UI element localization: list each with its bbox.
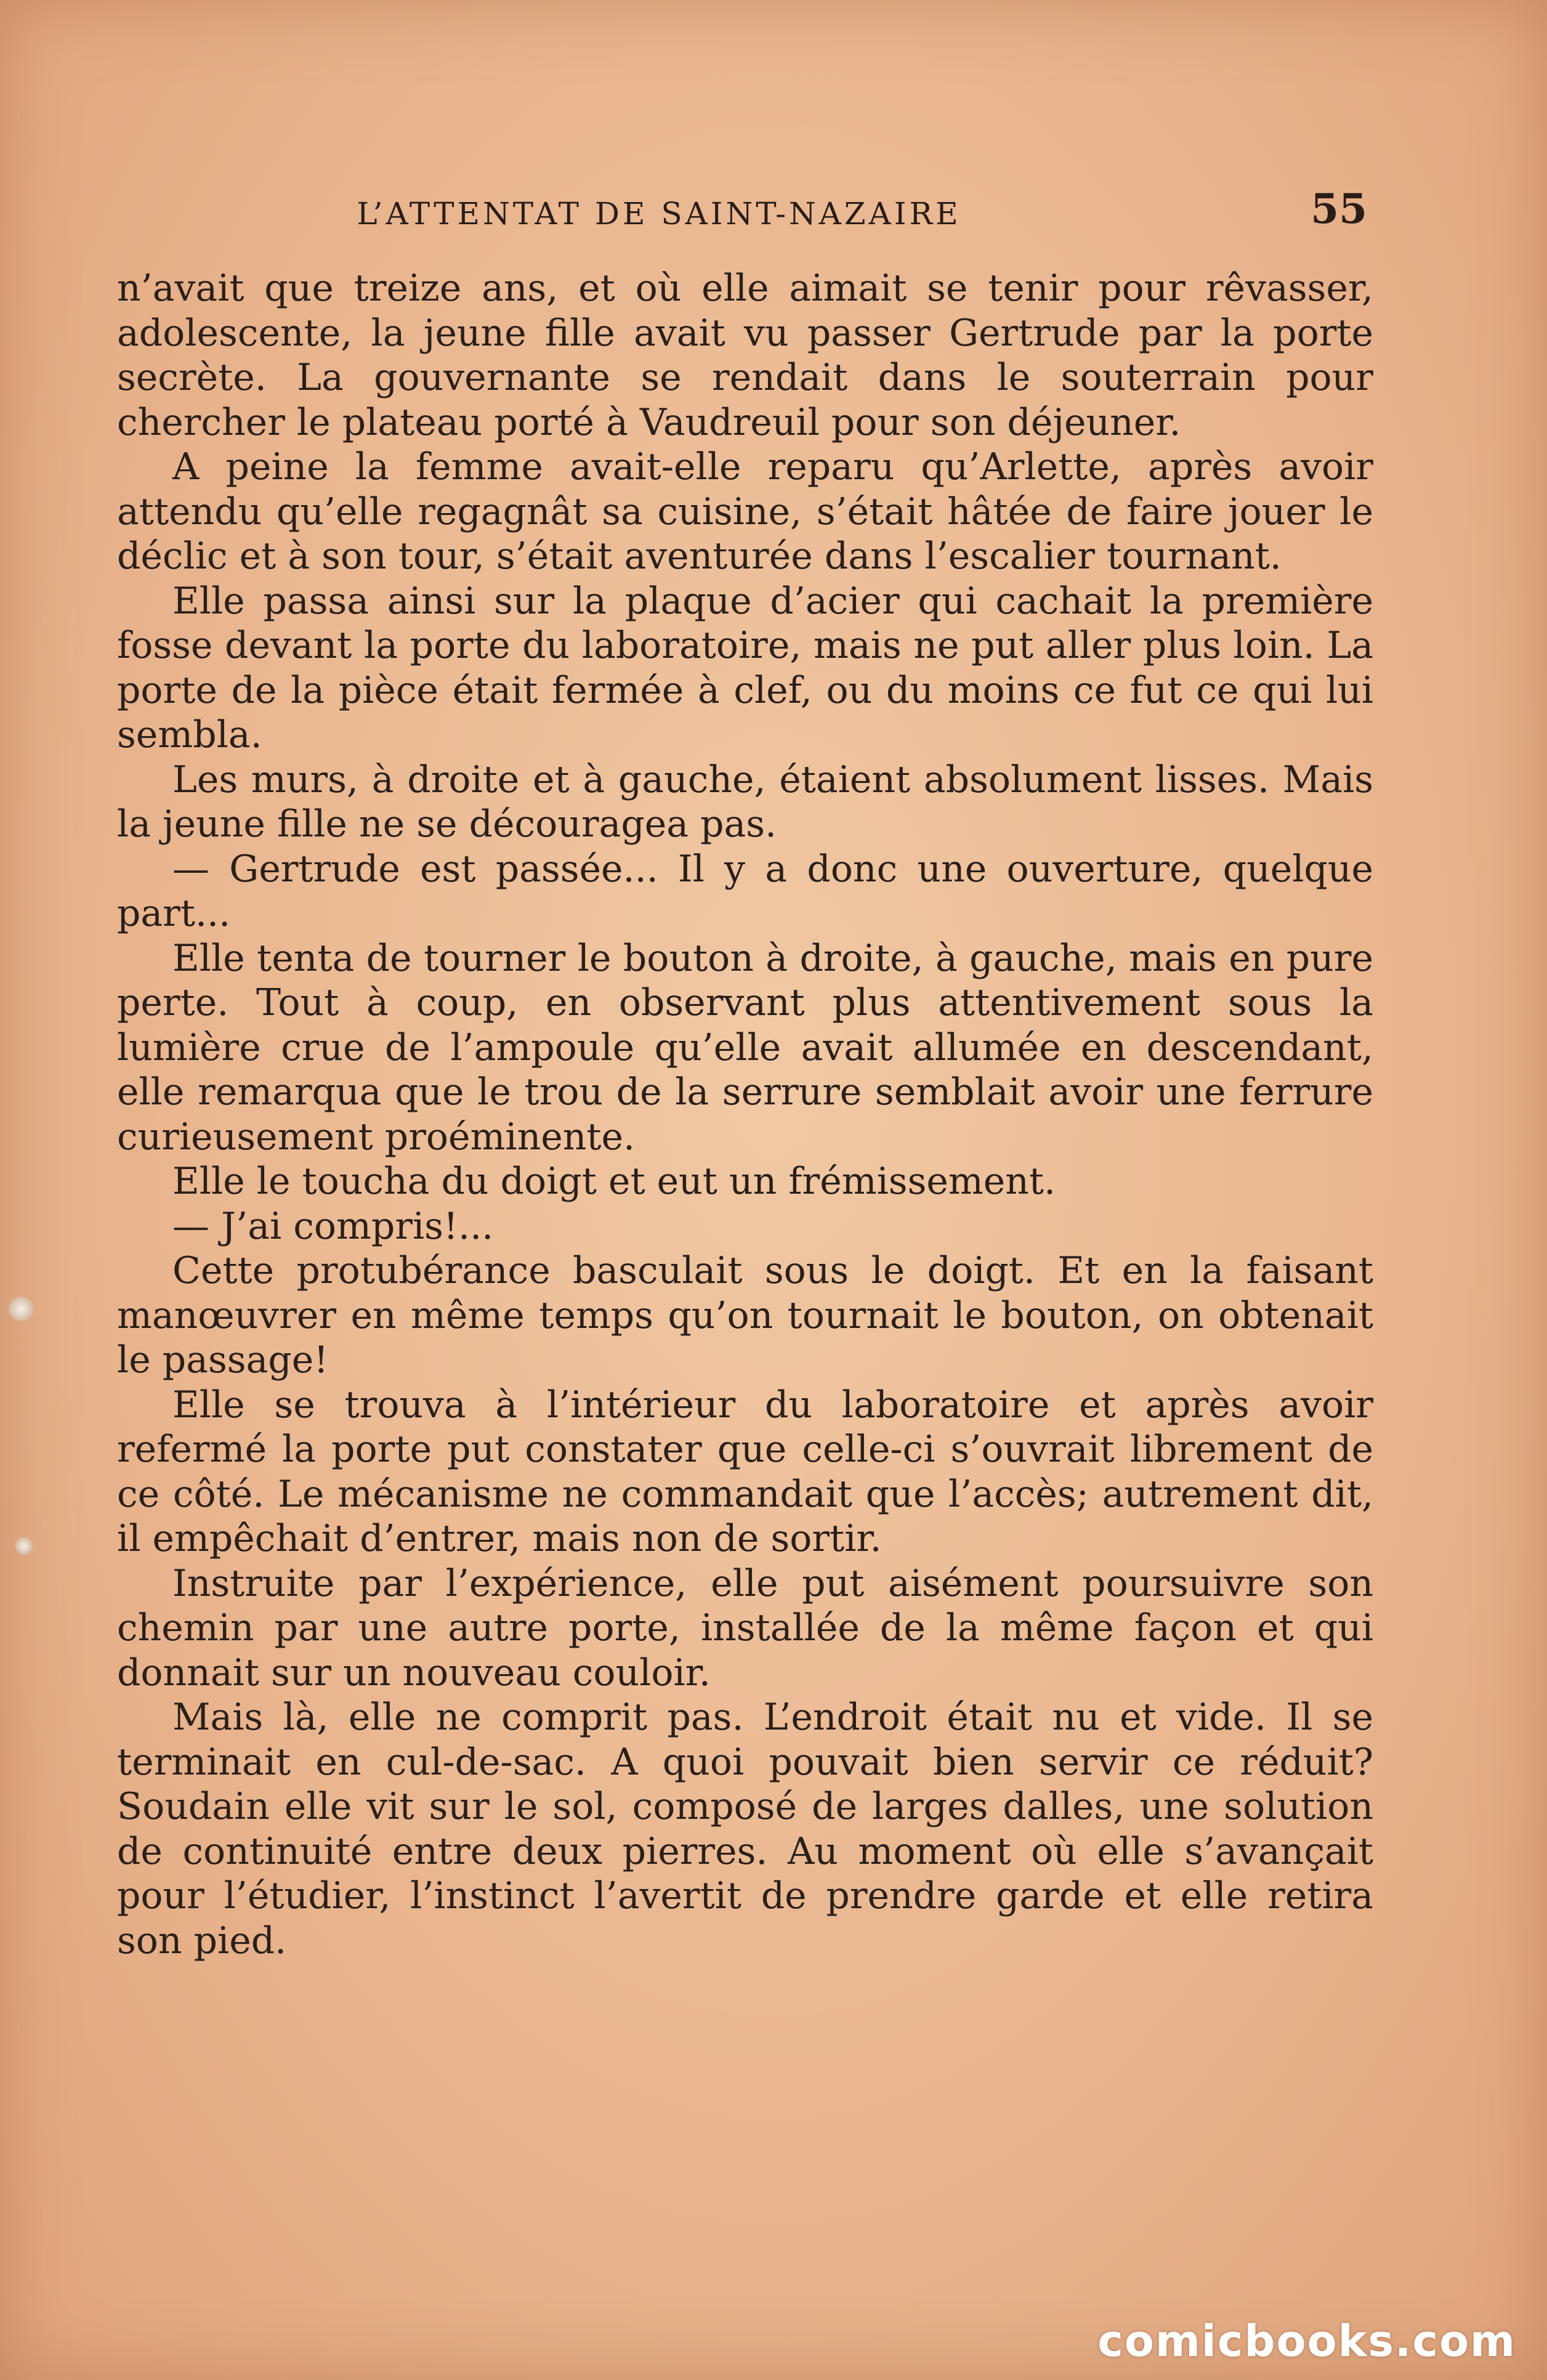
paragraph-2: A peine la femme avait-elle reparu qu’Arlette, après avoir attendu qu’elle regagnât sa cuisine, s’était hâtée de faire jouer le déclic et à son tour, s’était aventurée dans l’escalier tournant. bbox=[117, 445, 1373, 578]
paragraph-7: Elle le toucha du doigt et eut un frémissement. bbox=[172, 1160, 1056, 1203]
paragraph-9: Cette protubérance basculait sous le doigt. Et en la faisant manœuvrer en même temps qu’on tournait le bouton, on obtenait le passage! bbox=[117, 1249, 1373, 1382]
running-title: L’ATTENTAT DE SAINT-NAZAIRE bbox=[357, 196, 961, 232]
paragraph-3: Elle passa ainsi sur la plaque d’acier qui cachait la première fosse devant la porte du laboratoire, mais ne put aller plus loin. La porte de la pièce était fermée à clef, ou du moins ce fut ce qui lui sembla. bbox=[117, 579, 1373, 756]
paragraph-11: Instruite par l’expérience, elle put aisément poursuivre son chemin par une autre porte, installée de la même façon et qui donnait sur un nouveau couloir. bbox=[117, 1561, 1373, 1694]
body-text bbox=[117, 266, 1373, 1963]
paragraph-4: Les murs, à droite et à gauche, étaient absolument lisses. Mais la jeune fille ne se découragea pas. bbox=[117, 758, 1373, 846]
page-header bbox=[117, 185, 1367, 240]
paragraph-5: — Gertrude est passée... Il y a donc une ouverture, quelque part... bbox=[117, 847, 1373, 935]
page-number: 55 bbox=[1311, 185, 1367, 233]
binding-hole bbox=[7, 1297, 34, 1321]
paragraph-6: Elle tenta de tourner le bouton à droite, à gauche, mais en pure perte. Tout à coup, en observant plus attentivement sous la lumière crue de l’ampoule qu’elle avait allumée en descendant, elle remarqua que le trou de la serrure semblait avoir une ferrure curieusement proéminente. bbox=[117, 936, 1373, 1159]
paragraph-1: n’avait que treize ans, et où elle aimait se tenir pour rêvasser, adolescente, la jeune fille avait vu passer Gertrude par la porte secrète. La gouvernante se rendait dans le souterrain pour chercher le plateau porté à Vaudreuil pour son déjeuner. bbox=[117, 267, 1373, 444]
watermark: comicbooks.com bbox=[1097, 2316, 1516, 2366]
binding-hole bbox=[15, 1537, 33, 1555]
paragraph-12: Mais là, elle ne comprit pas. L’endroit était nu et vide. Il se terminait en cul-de-sac. A quoi pouvait bien servir ce réduit? Soudain elle vit sur le sol, composé de larges dalles, une solution de continuité entre deux pierres. Au moment où elle s’avançait pour l’étudier, l’instinct l’avertit de prendre garde et elle retira son pied. bbox=[117, 1696, 1373, 1962]
paragraph-10: Elle se trouva à l’intérieur du laboratoire et après avoir refermé la porte put constater que celle-ci s’ouvrait librement de ce côté. Le mécanisme ne commandait que l’accès; autrement dit, il empêchait d’entrer, mais non de sortir. bbox=[117, 1383, 1373, 1560]
paragraph-8: — J’ai compris!... bbox=[172, 1204, 494, 1248]
